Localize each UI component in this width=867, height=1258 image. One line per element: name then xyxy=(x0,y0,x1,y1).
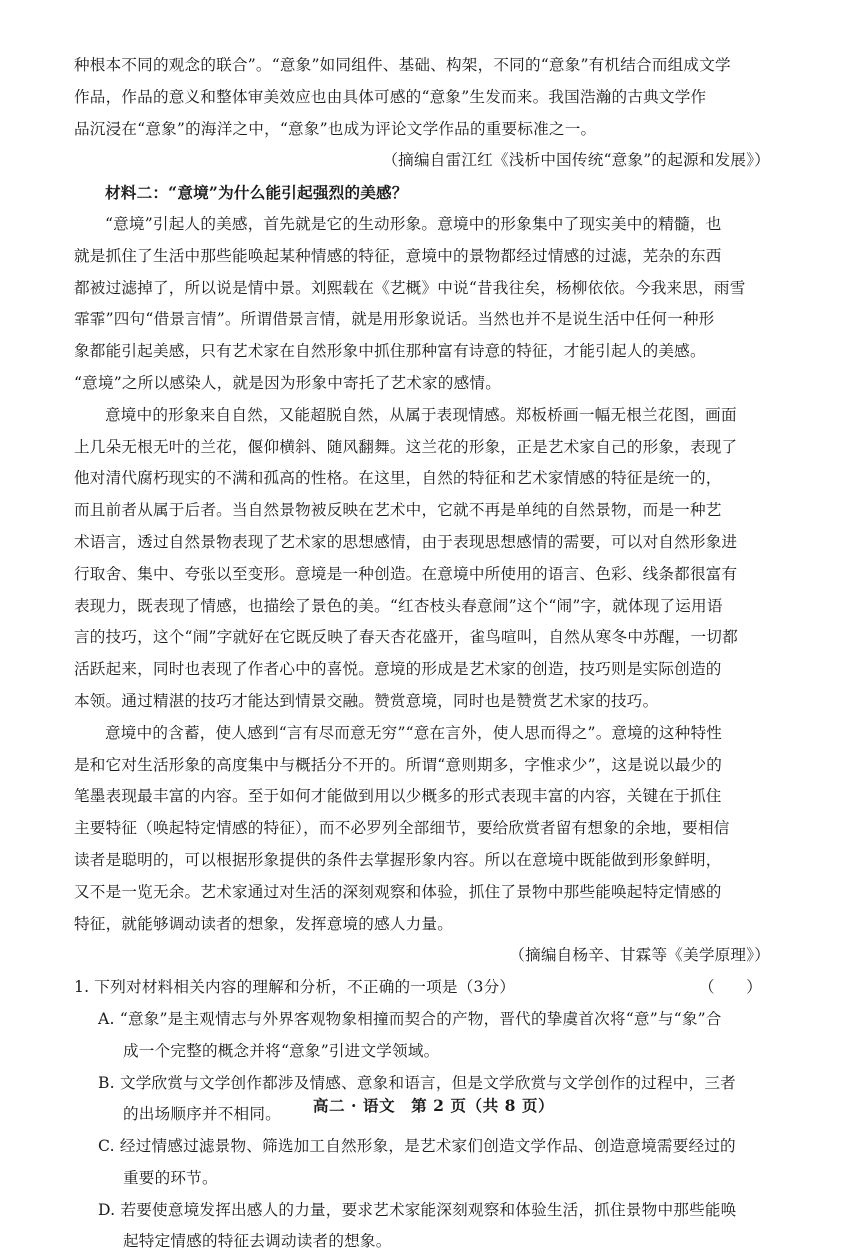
text-line: 他对清代腐朽现实的不满和孤高的性格。在这里，自然的特征和艺术家情感的特征是统一的， xyxy=(74,469,722,488)
text-line: 种根本不同的观念的联合”。“意象”如同组件、基础、构架，不同的“意象”有机结合而组成文学 xyxy=(74,56,731,74)
material2-paragraph-1 xyxy=(74,209,770,400)
text-line: 言的技巧，这个“闹”字就好在它既反映了春天杏花盛开，雀鸟喧叫，自然从寒冬中苏醒，一切都 xyxy=(74,628,738,647)
text-line: 意境中的形象来自自然，又能超脱自然，从属于表现情感。郑板桥画一幅无根兰花图，画面 xyxy=(105,405,737,424)
material2-title: 材料二：“意境”为什么能引起强烈的美感？ xyxy=(105,183,408,203)
text-line: 就是抓住了生活中那些能唤起某种情感的特征，意境中的景物都经过情感的过滤，芜杂的东西 xyxy=(74,246,722,265)
option-c xyxy=(74,1131,770,1195)
option-text: B. 文学欣赏与文学创作都涉及情感、意象和语言，但是文学欣赏与文学创作的过程中，三者 xyxy=(98,1073,736,1092)
option-text: 的出场顺序并不相同。 xyxy=(123,1105,281,1124)
option-text: 成一个完整的概念并将“意象”引进文学领域。 xyxy=(123,1041,440,1060)
text-line: “意境”之所以感染人，就是因为形象中寄托了艺术家的感情。 xyxy=(74,373,501,392)
option-text: D. 若要使意境发挥出感人的力量，要求艺术家能深刻观察和体验生活，抓住景物中那些能唤 xyxy=(98,1200,737,1219)
source-citation-2: （摘编自杨辛、甘霖等《美学原理》） xyxy=(509,946,770,965)
text-line: 作品，作品的意义和整体审美效应也由具体可感的“意象”生发而来。我国浩瀚的古典文学作 xyxy=(74,87,707,106)
option-text: C. 经过情感过滤景物、筛选加工自然形象，是艺术家们创造文学作品、创造意境需要经过的 xyxy=(98,1137,736,1156)
text-line: 是和它对生活形象的高度集中与概括分不开的。所谓“意则期多，字惟求少”，这是说以最少的 xyxy=(74,755,723,774)
material1-tail xyxy=(74,50,770,145)
text-line: 本领。通过精湛的技巧才能达到情景交融。赞赏意境，同时也是赞赏艺术家的技巧。 xyxy=(74,691,659,710)
text-line: 象都能引起美感，只有艺术家在自然形象中抓住那种富有诗意的特征，才能引起人的美感。 xyxy=(74,342,706,361)
option-text: A. “意象”是主观情志与外界客观物象相撞而契合的产物，晋代的挚虞首次将“意”与“象”合 xyxy=(98,1009,722,1028)
text-line: 活跃起来，同时也表现了作者心中的喜悦。意境的形成是艺术家的创造，技巧则是实际创造的 xyxy=(74,660,722,679)
exam-page xyxy=(74,50,770,1258)
option-d xyxy=(74,1195,770,1258)
material2-paragraph-2 xyxy=(74,400,770,718)
page-footer: 高二 · 语文 第 2 页（共 8 页） xyxy=(312,1096,555,1115)
answer-blank: （ ） xyxy=(698,978,762,997)
question-stem xyxy=(74,972,770,1004)
text-line: 主要特征（唤起特定情感的特征），而不必罗列全部细节，要给欣赏者留有想象的余地，要相信 xyxy=(74,819,730,838)
text-line: 而且前者从属于后者。当自然景物被反映在艺术中，它就不再是单纯的自然景物，而是一种艺 xyxy=(74,501,722,520)
material2-paragraph-3 xyxy=(74,718,770,941)
option-a xyxy=(74,1004,770,1068)
text-line: 读者是聪明的，可以根据形象提供的条件去掌握形象内容。所以在意境中既能做到形象鲜明， xyxy=(74,850,722,869)
text-line: 行取舍、集中、夸张以至变形。意境是一种创造。在意境中所使用的语言、色彩、线条都很富有 xyxy=(74,564,738,583)
text-line: 霏霏”四句“借景言情”。所谓借景言情，就是用形象说话。当然也并不是说生活中任何一种形 xyxy=(74,310,715,329)
text-line: 特征，就能够调动读者的想象，发挥意境的感人力量。 xyxy=(74,914,454,933)
text-line: “意境”引起人的美感，首先就是它的生动形象。意境中的形象集中了现实美中的精髓，也 xyxy=(105,214,722,233)
source-citation-1: （摘编自雷江红《浅析中国传统“意象”的起源和发展》） xyxy=(382,151,770,170)
text-line: 上几朵无根无叶的兰花，偃仰横斜、随风翻舞。这兰花的形象，正是艺术家自己的形象，表现了 xyxy=(74,437,738,456)
text-line: 笔墨表现最丰富的内容。至于如何才能做到用以少概多的形式表现丰富的内容，关键在于抓住 xyxy=(74,787,722,806)
text-line: 表现力，既表现了情感，也描绘了景色的美。“红杏枝头春意闹”这个“闹”字，就体现了运用语 xyxy=(74,596,723,615)
text-line: 术语言，透过自然景物表现了艺术家的思想感情，由于表现思想感情的需要，可以对自然形象进 xyxy=(74,532,738,551)
text-line: 都被过滤掉了，所以说是情中景。刘熙载在《艺概》中说“昔我往矣，杨柳依依。今我来思，雨雪 xyxy=(74,278,746,297)
question-text: 1. 下列对材料相关内容的理解和分析，不正确的一项是（3分） xyxy=(74,978,516,997)
text-line: 又不是一览无余。艺术家通过对生活的深刻观察和体验，抓住了景物中那些能唤起特定情感的 xyxy=(74,882,722,901)
option-text: 重要的环节。 xyxy=(123,1168,218,1187)
text-line: 品沉浸在“意象”的海洋之中，“意象”也成为评论文学作品的重要标准之一。 xyxy=(74,119,597,138)
option-text: 起特定情感的特征去调动读者的想象。 xyxy=(123,1232,392,1251)
text-line: 意境中的含蓄，使人感到“言有尽而意无穷”“意在言外，使人思而得之”。意境的这种特性 xyxy=(105,723,723,742)
